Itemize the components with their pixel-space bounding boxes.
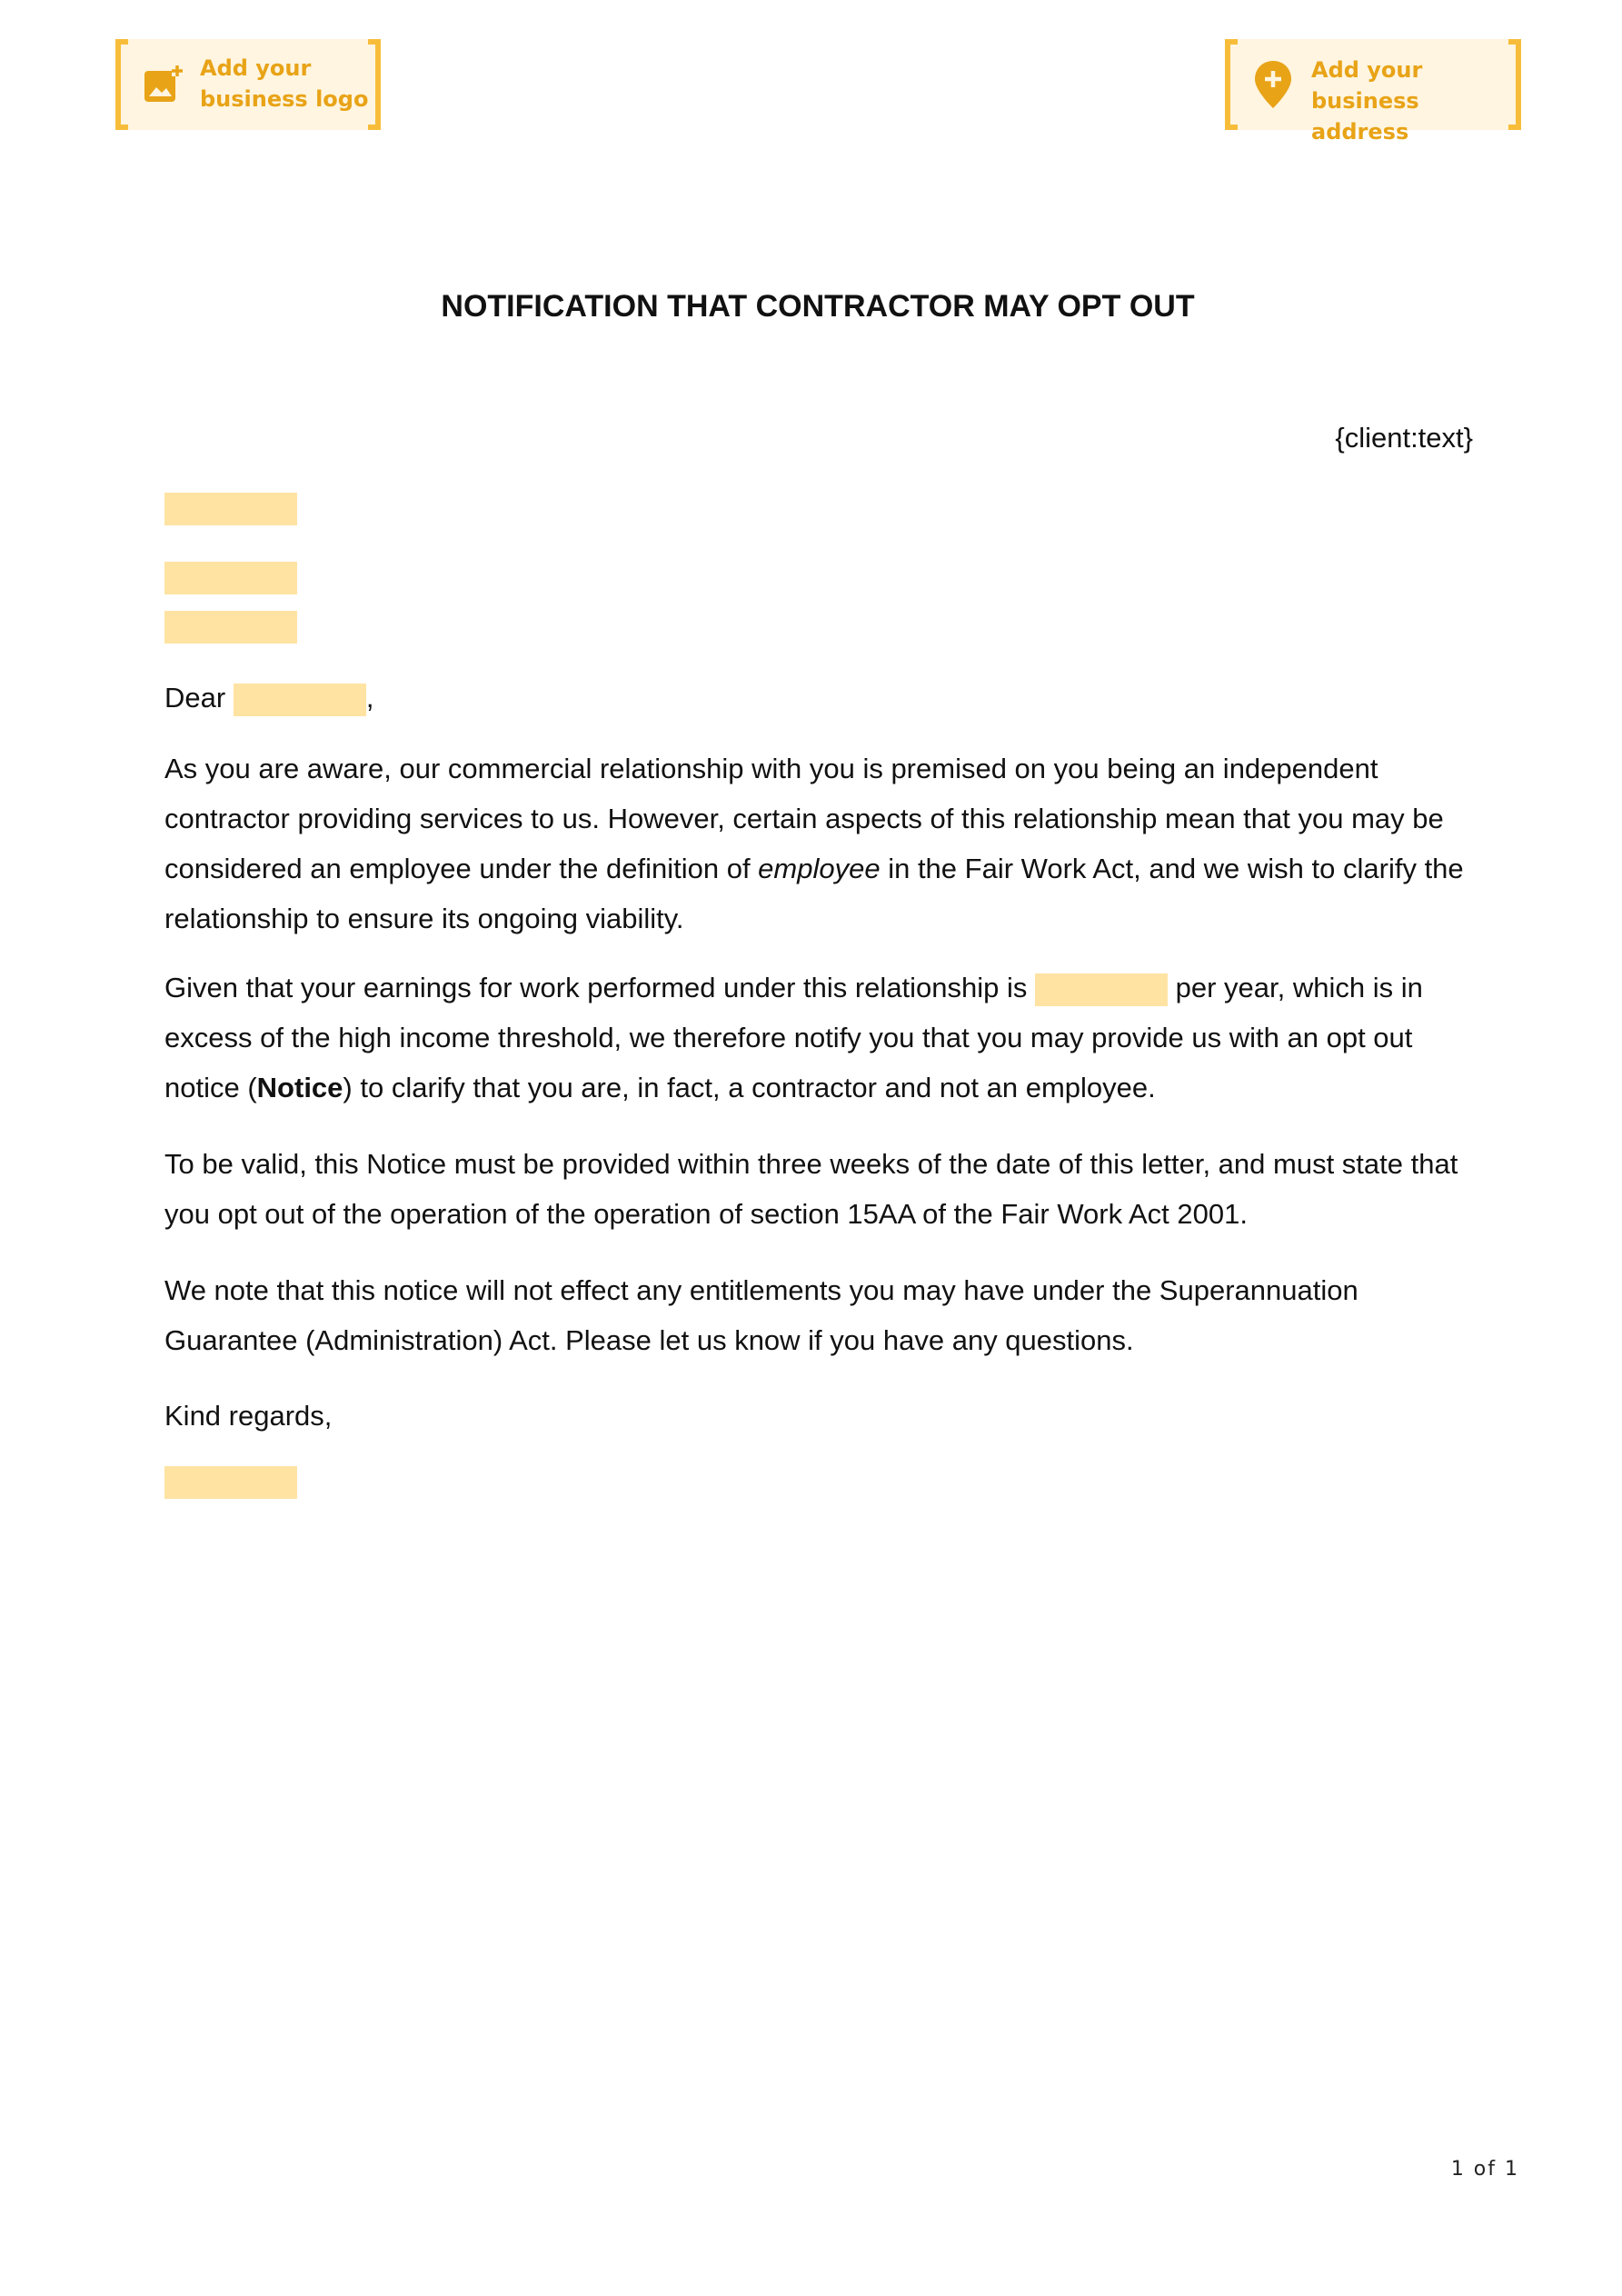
paragraph-1-italic: employee: [758, 853, 881, 884]
paragraph-4-text: We note that this notice will not effect any entitlements you may have under the Superannuation Guarantee (Administration) Act. Please let us know if you have any questions.: [164, 1274, 1358, 1356]
client-date-field: {client:text}: [1335, 422, 1473, 454]
paragraph-2-text-a: Given that your earnings for work performed under this relationship is: [164, 972, 1036, 1003]
add-business-logo-button[interactable]: [115, 39, 381, 130]
salutation-suffix: ,: [365, 682, 374, 714]
salutation-prefix: Dear: [164, 682, 226, 714]
paragraph-1-text-b: in the Fair Work Act, and we wish to clarify the relationship to ensure its ongoing viability.: [164, 853, 1464, 934]
paragraph-1-text-a: As you are aware, our commercial relationship with you is premised on you being an independent contractor providing services to us. However, certain aspects of this relationship mean that you may be considered an employee under the definition of: [164, 753, 1444, 884]
logo-placeholder-label: Add your business logo: [200, 55, 369, 112]
document-title: NOTIFICATION THAT CONTRACTOR MAY OPT OUT: [441, 289, 1195, 324]
recipient-address-line-1-blank[interactable]: [164, 562, 297, 594]
page-number: 1 of 1: [1450, 2158, 1519, 2181]
paragraph-3: [164, 1139, 1473, 1239]
signature-name-blank[interactable]: [164, 1466, 297, 1499]
paragraph-2-bold: Notice: [256, 1072, 343, 1103]
salutation-name-blank[interactable]: [234, 684, 366, 716]
paragraph-1: [164, 744, 1473, 943]
map-pin-plus-icon: [1252, 59, 1294, 110]
closing-text: Kind regards,: [164, 1400, 333, 1432]
closing: [164, 1391, 1473, 1441]
salutation: [164, 673, 1473, 723]
bracket-right: [368, 39, 381, 130]
paragraph-2-text-c: ) to clarify that you are, in fact, a contractor and not an employee.: [343, 1072, 1156, 1103]
recipient-name-blank[interactable]: [164, 493, 297, 525]
paragraph-2-text-b: per year, which is in excess of the high income threshold, we therefore notify you that you may provide us with an opt out notice (: [164, 972, 1423, 1103]
bracket-left: [1225, 39, 1238, 130]
paragraph-4: [164, 1265, 1473, 1365]
address-placeholder-label: Add your business address: [1311, 57, 1423, 145]
paragraph-3-text: To be valid, this Notice must be provided within three weeks of the date of this letter, and must state that you opt out of the operation of the operation of section 15AA of the Fair Work Act 2001.: [164, 1148, 1458, 1230]
image-plus-icon: [143, 64, 184, 105]
paragraph-2: [164, 963, 1473, 1113]
add-business-address-button[interactable]: [1225, 39, 1521, 145]
earnings-amount-blank[interactable]: [1035, 973, 1168, 1006]
bracket-left: [115, 39, 128, 130]
recipient-address-line-2-blank[interactable]: [164, 611, 297, 644]
